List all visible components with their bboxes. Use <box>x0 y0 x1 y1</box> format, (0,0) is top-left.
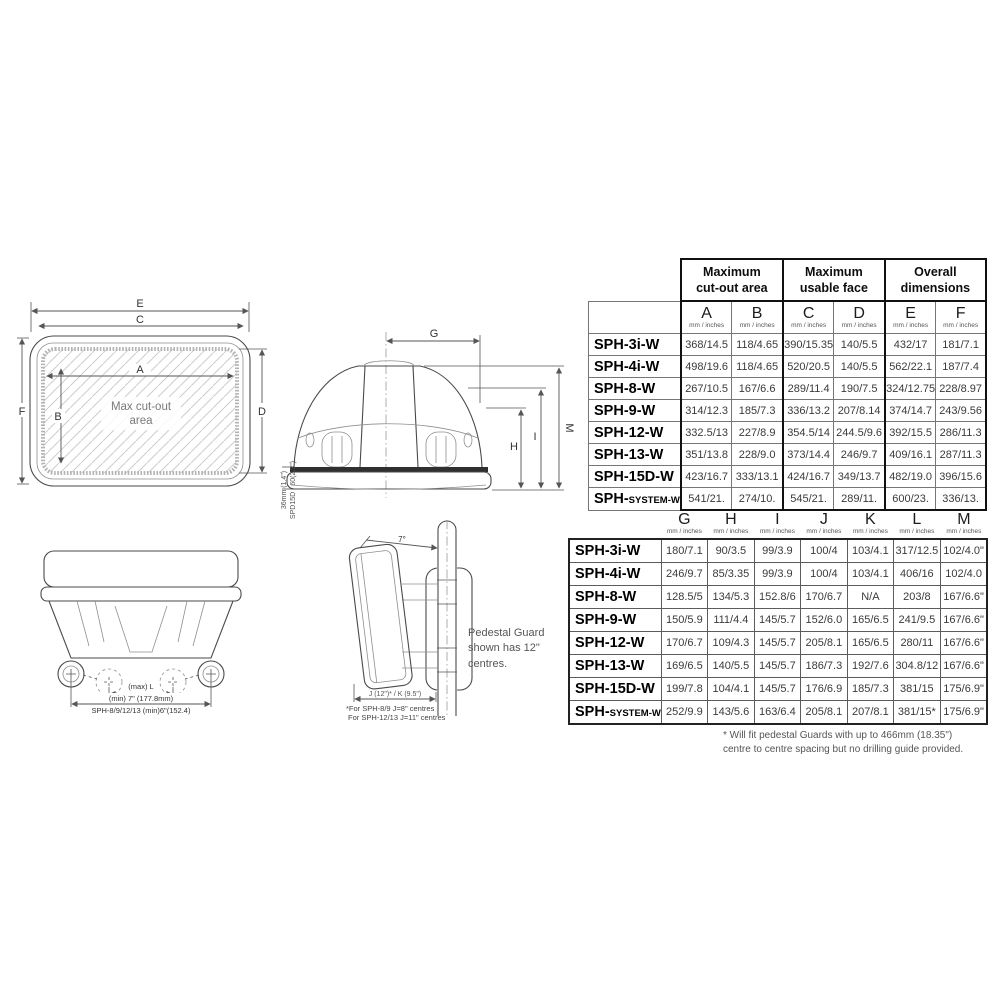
value-cell: 205/8.1 <box>800 701 847 725</box>
pedestal-guard-note-line1: Pedestal Guard <box>468 627 545 639</box>
base-plate <box>287 472 491 489</box>
value-cell: 150/5.9 <box>661 609 707 632</box>
jk-footnote-1: *For SPH-8/9 J=8" centres <box>346 704 435 713</box>
column-unit: mm / inches <box>943 321 979 329</box>
table-row <box>569 678 987 701</box>
column-letter: G <box>678 510 691 528</box>
column-unit: mm / inches <box>739 321 775 329</box>
model-cell: SPH-4i-W <box>569 563 661 586</box>
value-cell: 286/11.3 <box>936 422 986 444</box>
model-cell: SPH-8-W <box>569 586 661 609</box>
model-small: SYSTEM-W <box>628 494 680 506</box>
value-cell: 545/21. <box>783 488 834 511</box>
value-cell: 104/4.1 <box>707 678 754 701</box>
value-cell: 600/23. <box>885 488 936 511</box>
value-cell: 145/5.7 <box>754 655 800 678</box>
value-cell: N/A <box>847 586 893 609</box>
value-cell: 482/19.0 <box>885 466 936 488</box>
corner-blank <box>589 259 681 301</box>
pod-body <box>49 601 233 658</box>
value-cell: 246/9.7 <box>661 563 707 586</box>
column-letter: B <box>751 304 763 322</box>
value-cell: 102/4.0" <box>940 539 987 563</box>
column-unit: mm / inches <box>899 527 935 535</box>
column-letter: J <box>819 510 828 528</box>
dim-label-f: F <box>18 406 26 418</box>
value-cell: 102/4.0 <box>940 563 987 586</box>
model-cell: SPH-12-W <box>569 632 661 655</box>
column-header-e <box>885 301 936 334</box>
column-header-i <box>754 505 800 539</box>
value-cell: 103/4.1 <box>847 539 893 563</box>
column-header-m <box>940 505 987 539</box>
dim-label-g: G <box>429 328 439 340</box>
value-cell: 368/14.5 <box>681 334 732 356</box>
column-header-g <box>661 505 707 539</box>
dimensions-table-g-m <box>568 505 988 725</box>
value-cell: 167/6.6" <box>940 655 987 678</box>
group-header-row <box>589 259 986 301</box>
value-cell: 423/16.7 <box>681 466 732 488</box>
value-cell: 324/12.75 <box>885 378 936 400</box>
column-header-h <box>707 505 754 539</box>
dim-label-h: H <box>510 441 518 453</box>
value-cell: 304.8/12 <box>893 655 940 678</box>
pole-side-view-diagram <box>340 516 555 721</box>
dim-jk-label: J (12")* / K (9.5") <box>368 691 422 698</box>
table-row <box>589 466 986 488</box>
value-cell: 180/7.1 <box>661 539 707 563</box>
column-header-d <box>834 301 885 334</box>
value-cell: 349/13.7 <box>834 466 885 488</box>
column-letter: D <box>853 304 865 322</box>
value-cell: 140/5.5 <box>834 334 885 356</box>
value-cell: 205/8.1 <box>800 632 847 655</box>
value-cell: 354.5/14 <box>783 422 834 444</box>
value-cell: 140/5.5 <box>707 655 754 678</box>
model-cell: SPH-15D-W <box>589 466 681 488</box>
value-cell: 520/20.5 <box>783 356 834 378</box>
pedestal-guard-note-line3: centres. <box>468 657 508 670</box>
column-header-l <box>893 505 940 539</box>
value-cell: 374/14.7 <box>885 400 936 422</box>
model-cell: SPH-9-W <box>569 609 661 632</box>
value-cell: 241/9.5 <box>893 609 940 632</box>
table-row <box>569 632 987 655</box>
value-cell: 167/6.6" <box>940 632 987 655</box>
value-cell: 118/4.65 <box>732 356 783 378</box>
value-cell: 406/16 <box>893 563 940 586</box>
dim-label-m: M <box>563 423 575 433</box>
model-cell: SPH-15D-W <box>569 678 661 701</box>
value-cell: 432/17 <box>885 334 936 356</box>
group-header: Overall dimensions <box>885 259 986 301</box>
column-letter: H <box>725 510 737 528</box>
column-unit: mm / inches <box>806 527 842 535</box>
value-cell: 181/7.1 <box>936 334 986 356</box>
inner-foot-right <box>160 669 199 695</box>
value-cell: 152.8/6 <box>754 586 800 609</box>
column-letter: C <box>802 304 815 322</box>
value-cell: 99/3.9 <box>754 563 800 586</box>
model-cell: SPH-SYSTEM-W <box>589 488 681 511</box>
value-cell: 390/15.35 <box>783 334 834 356</box>
value-cell: 336/13.2 <box>783 400 834 422</box>
dim-label-d: D <box>258 406 266 418</box>
jk-footnote-2: For SPH-12/13 J=11" centres <box>348 713 446 722</box>
table-row <box>569 655 987 678</box>
value-cell: 541/21. <box>681 488 732 511</box>
value-cell: 351/13.8 <box>681 444 732 466</box>
inner-foot-left <box>83 669 122 695</box>
value-cell: 128.5/5 <box>661 586 707 609</box>
value-cell: 274/10. <box>732 488 783 511</box>
value-cell: 165/6.5 <box>847 632 893 655</box>
model-cell: SPH-8-W <box>589 378 681 400</box>
column-letter: K <box>865 510 876 528</box>
value-cell: 562/22.1 <box>885 356 936 378</box>
column-unit: mm / inches <box>841 321 877 329</box>
group-header: Maximum cut-out area <box>681 259 783 301</box>
value-cell: 498/19.6 <box>681 356 732 378</box>
value-cell: 170/6.7 <box>800 586 847 609</box>
column-unit: mm / inches <box>791 321 827 329</box>
column-header-k <box>847 505 893 539</box>
dimensions-table-a-f <box>588 258 987 511</box>
value-cell: 289/11. <box>834 488 885 511</box>
value-cell: 100/4 <box>800 563 847 586</box>
base-gasket <box>290 467 488 472</box>
dim-label-e: E <box>136 298 144 310</box>
table-row <box>569 563 987 586</box>
column-unit: mm / inches <box>852 527 888 535</box>
group-header: Maximum usable face <box>783 259 885 301</box>
dim-max-l: (max) L <box>128 682 154 691</box>
model-cell: SPH-SYSTEM-W <box>569 701 661 725</box>
model-cell: SPH-13-W <box>569 655 661 678</box>
value-cell: 409/16.1 <box>885 444 936 466</box>
value-cell: 90/3.5 <box>707 539 754 563</box>
table-row <box>589 356 986 378</box>
dim-label-i: I <box>533 431 537 443</box>
column-header-row <box>569 505 987 539</box>
column-unit: mm / inches <box>666 527 702 535</box>
dim-min-7in: (min) 7" (177.8mm) <box>108 694 174 703</box>
value-cell: 336/13. <box>936 488 986 511</box>
value-cell: 317/12.5 <box>893 539 940 563</box>
table2-body <box>569 539 987 724</box>
value-cell: 163/6.4 <box>754 701 800 725</box>
value-cell: 207/8.14 <box>834 400 885 422</box>
column-letter: L <box>912 510 922 528</box>
value-cell: 175/6.9" <box>940 678 987 701</box>
value-cell: 167/6.6" <box>940 609 987 632</box>
value-cell: 185/7.3 <box>847 678 893 701</box>
column-unit: mm / inches <box>946 527 982 535</box>
column-header-a <box>681 301 732 334</box>
value-cell: 227/8.9 <box>732 422 783 444</box>
flange-note-line1: 36mm (1.4") <box>281 470 288 510</box>
value-cell: 244.5/9.6 <box>834 422 885 444</box>
value-cell: 314/12.3 <box>681 400 732 422</box>
column-letter: E <box>905 304 916 322</box>
table-row <box>569 701 987 725</box>
value-cell: 99/3.9 <box>754 539 800 563</box>
value-cell: 176/6.9 <box>800 678 847 701</box>
model-cell: SPH-3i-W <box>569 539 661 563</box>
value-cell: 199/7.8 <box>661 678 707 701</box>
value-cell: 186/7.3 <box>800 655 847 678</box>
pod-top <box>44 551 238 587</box>
area-label-line1: Max cut-out <box>110 401 172 413</box>
table-row <box>589 400 986 422</box>
value-cell: 424/16.7 <box>783 466 834 488</box>
value-cell: 167/6.6" <box>940 586 987 609</box>
column-header-b <box>732 301 783 334</box>
value-cell: 100/4 <box>800 539 847 563</box>
value-cell: 280/11 <box>893 632 940 655</box>
table-row <box>589 334 986 356</box>
table-row <box>569 609 987 632</box>
dim-min-6in-models: SPH-8/9/12/13 (min)6"(152.4) <box>91 706 191 715</box>
value-cell: 111/4.4 <box>707 609 754 632</box>
column-letter: M <box>957 510 971 528</box>
column-unit: mm / inches <box>759 527 795 535</box>
value-cell: 381/15 <box>893 678 940 701</box>
column-unit: mm / inches <box>689 321 725 329</box>
tilt-angle-label: 7° <box>398 535 406 544</box>
value-cell: 392/15.5 <box>885 422 936 444</box>
column-unit: mm / inches <box>713 527 749 535</box>
value-cell: 207/8.1 <box>847 701 893 725</box>
value-cell: 169/6.5 <box>661 655 707 678</box>
value-cell: 396/15.6 <box>936 466 986 488</box>
column-letter: A <box>701 304 712 322</box>
column-header-j <box>800 505 847 539</box>
value-cell: 145/5.7 <box>754 632 800 655</box>
value-cell: 333/13.1 <box>732 466 783 488</box>
corner-cell <box>589 301 681 334</box>
value-cell: 165/6.5 <box>847 609 893 632</box>
value-cell: 175/6.9" <box>940 701 987 725</box>
value-cell: 381/15* <box>893 701 940 725</box>
value-cell: 145/5.7 <box>754 678 800 701</box>
table-row <box>589 422 986 444</box>
model-cell: SPH-12-W <box>589 422 681 444</box>
column-letter: F <box>955 304 966 322</box>
value-cell: 85/3.35 <box>707 563 754 586</box>
value-cell: 118/4.65 <box>732 334 783 356</box>
column-header-row <box>589 301 986 334</box>
footnote-line2: centre to centre spacing but no drilling guide provided. <box>723 744 964 755</box>
model-small: SYSTEM-W <box>609 708 661 719</box>
value-cell: 332.5/13 <box>681 422 732 444</box>
model-cell: SPH-9-W <box>589 400 681 422</box>
value-cell: 228/9.0 <box>732 444 783 466</box>
value-cell: 228/8.97 <box>936 378 986 400</box>
table-row <box>589 378 986 400</box>
pod-side-view-diagram <box>278 328 575 520</box>
mount-front-view-diagram <box>15 546 270 716</box>
value-cell: 109/4.3 <box>707 632 754 655</box>
value-cell: 103/4.1 <box>847 563 893 586</box>
value-cell: 192/7.6 <box>847 655 893 678</box>
value-cell: 246/9.7 <box>834 444 885 466</box>
value-cell: 170/6.7 <box>661 632 707 655</box>
table-row <box>569 539 987 563</box>
dim-label-c: C <box>136 314 144 326</box>
value-cell: 252/9.9 <box>661 701 707 725</box>
dim-label-b: B <box>54 411 62 423</box>
model-cell: SPH-13-W <box>589 444 681 466</box>
value-cell: 185/7.3 <box>732 400 783 422</box>
table-row <box>589 444 986 466</box>
value-cell: 134/5.3 <box>707 586 754 609</box>
value-cell: 152/6.0 <box>800 609 847 632</box>
value-cell: 140/5.5 <box>834 356 885 378</box>
dim-label-a: A <box>136 364 144 376</box>
value-cell: 143/5.6 <box>707 701 754 725</box>
value-cell: 187/7.4 <box>936 356 986 378</box>
table1-body <box>589 334 986 511</box>
value-cell: 167/6.6 <box>732 378 783 400</box>
table-footnote <box>723 729 991 757</box>
value-cell: 267/10.5 <box>681 378 732 400</box>
model-cell: SPH-4i-W <box>589 356 681 378</box>
area-label-line2: area <box>129 415 153 427</box>
table-row <box>569 586 987 609</box>
value-cell: 289/11.4 <box>783 378 834 400</box>
value-cell: 203/8 <box>893 586 940 609</box>
flange-note-line2: SPD15D - 60(2.3") <box>290 460 297 520</box>
column-header-c <box>783 301 834 334</box>
pedestal-guard-note-line2: shown has 12" <box>468 642 540 655</box>
front-view-cutout-diagram <box>15 298 270 498</box>
corner-cell <box>569 505 661 539</box>
value-cell: 373/14.4 <box>783 444 834 466</box>
column-header-f <box>936 301 986 334</box>
model-cell: SPH-3i-W <box>589 334 681 356</box>
value-cell: 287/11.3 <box>936 444 986 466</box>
column-letter: I <box>775 510 780 528</box>
column-unit: mm / inches <box>893 321 929 329</box>
pedestal-guard-note <box>468 626 578 672</box>
value-cell: 145/5.7 <box>754 609 800 632</box>
footnote-line1: * Will fit pedestal Guards with up to 466mm (18.35") <box>723 730 953 741</box>
value-cell: 190/7.5 <box>834 378 885 400</box>
value-cell: 243/9.56 <box>936 400 986 422</box>
